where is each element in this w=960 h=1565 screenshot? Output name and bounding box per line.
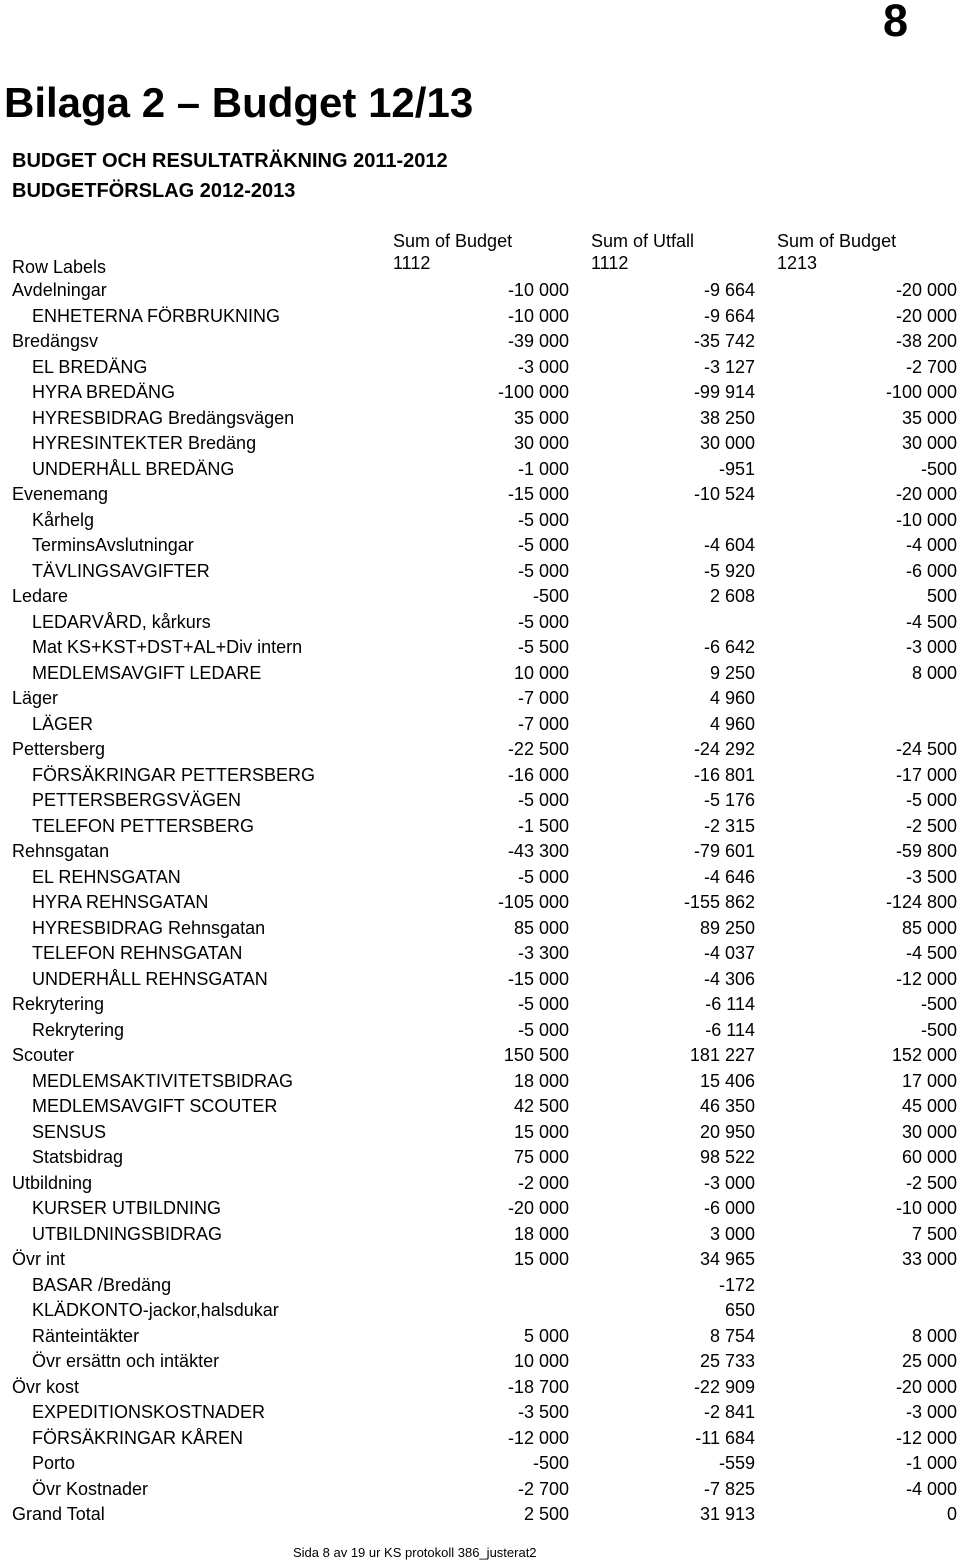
cell-budget-1213: -3 000 xyxy=(905,1402,957,1422)
cell-utfall-1112: 9 250 xyxy=(709,662,755,683)
table-row-item xyxy=(0,304,960,330)
cell-utfall-1112: -4 306 xyxy=(703,968,755,989)
cell-utfall-1112: -99 914 xyxy=(693,382,755,402)
cell-budget-1213: 45 000 xyxy=(901,1096,957,1116)
row-label: TELEFON REHNSGATAN xyxy=(32,943,243,963)
cell-budget-1112: 85 000 xyxy=(513,917,569,938)
column-header-utfall-1112 xyxy=(591,230,694,274)
cell-utfall-1112: -3 000 xyxy=(703,1172,755,1193)
cell-budget-1213: -12 000 xyxy=(895,1427,957,1448)
cell-budget-1213: -38 200 xyxy=(895,331,957,351)
row-label: TÄVLINGSAVGIFTER xyxy=(32,560,210,581)
column-header-line: 1112 xyxy=(591,253,629,273)
row-label: EL BREDÄNG xyxy=(32,356,148,377)
cell-budget-1112: 5 000 xyxy=(523,1325,569,1346)
cell-utfall-1112: -7 825 xyxy=(703,1478,755,1499)
cell-utfall-1112: -5 920 xyxy=(703,560,755,581)
cell-utfall-1112: 181 227 xyxy=(689,1045,755,1065)
row-label: KURSER UTBILDNING xyxy=(32,1198,222,1218)
cell-budget-1112: -15 000 xyxy=(507,968,569,989)
column-header-budget-1213 xyxy=(777,230,896,274)
cell-budget-1213: 85 000 xyxy=(901,917,957,938)
cell-utfall-1112: 46 350 xyxy=(699,1096,755,1116)
cell-budget-1112: 42 500 xyxy=(513,1096,569,1116)
cell-utfall-1112: -4 037 xyxy=(703,943,755,963)
cell-budget-1213: -1 000 xyxy=(905,1453,957,1473)
table-row-item xyxy=(0,1477,960,1503)
cell-budget-1213: -500 xyxy=(920,1019,957,1040)
table-row-item xyxy=(0,1349,960,1375)
row-label: Evenemang xyxy=(12,484,109,504)
cell-budget-1213: 7 500 xyxy=(911,1223,957,1244)
row-label: PETTERSBERGSVÄGEN xyxy=(32,790,242,810)
cell-budget-1112: -5 500 xyxy=(517,637,569,657)
cell-budget-1112: -5 000 xyxy=(517,866,569,887)
cell-budget-1112: 18 000 xyxy=(513,1070,569,1091)
cell-budget-1213: 60 000 xyxy=(901,1147,957,1167)
table-row-group xyxy=(0,278,960,304)
cell-utfall-1112: -9 664 xyxy=(703,305,755,326)
row-label: Kårhelg xyxy=(32,509,95,530)
table-row-group xyxy=(0,839,960,865)
row-label: Statsbidrag xyxy=(32,1147,124,1167)
cell-budget-1112: -43 300 xyxy=(507,841,569,861)
cell-utfall-1112: -3 127 xyxy=(703,356,755,377)
cell-utfall-1112: -9 664 xyxy=(703,280,755,300)
cell-budget-1112: -7 000 xyxy=(517,688,569,708)
table-row-item xyxy=(0,1273,960,1299)
table-row-item xyxy=(0,814,960,840)
cell-budget-1112: -39 000 xyxy=(507,331,569,351)
table-row-item xyxy=(0,1018,960,1044)
cell-utfall-1112: 650 xyxy=(724,1300,755,1320)
column-header-budget-1112 xyxy=(393,230,512,274)
cell-budget-1112: -3 300 xyxy=(517,943,569,963)
row-label: LEDARVÅRD, kårkurs xyxy=(32,611,211,632)
cell-utfall-1112: -24 292 xyxy=(693,739,755,759)
cell-utfall-1112: -6 114 xyxy=(705,994,755,1014)
cell-budget-1213: 17 000 xyxy=(901,1070,957,1091)
row-label: Övr kost xyxy=(12,1376,80,1397)
page-footer: Sida 8 av 19 ur KS protokoll 386_justerat2 xyxy=(293,1545,537,1560)
cell-budget-1213: -12 000 xyxy=(895,968,957,989)
cell-budget-1112: -500 xyxy=(532,1453,569,1473)
cell-budget-1213: 152 000 xyxy=(891,1045,957,1065)
cell-utfall-1112: -4 646 xyxy=(703,866,755,887)
row-label: UNDERHÅLL REHNSGATAN xyxy=(32,968,268,989)
cell-budget-1112: -22 500 xyxy=(507,739,569,759)
cell-budget-1213: -2 500 xyxy=(905,815,957,836)
cell-budget-1213: -10 000 xyxy=(895,509,957,530)
cell-utfall-1112: 15 406 xyxy=(699,1070,755,1091)
table-row-item xyxy=(0,788,960,814)
table-row-item xyxy=(0,431,960,457)
cell-budget-1213: -20 000 xyxy=(895,305,957,326)
cell-budget-1213: 30 000 xyxy=(901,1121,957,1142)
row-label: Ledare xyxy=(12,586,69,606)
column-header-line: Sum of Budget xyxy=(393,231,513,251)
row-label: Grand Total xyxy=(12,1504,105,1524)
cell-budget-1112: 10 000 xyxy=(513,1351,569,1371)
cell-utfall-1112: -11 684 xyxy=(695,1427,755,1448)
table-row-item xyxy=(0,1298,960,1324)
cell-budget-1213: 25 000 xyxy=(901,1351,957,1371)
cell-budget-1213: -4 500 xyxy=(905,943,957,963)
table-row-item xyxy=(0,941,960,967)
table-row-group xyxy=(0,686,960,712)
cell-budget-1213: -500 xyxy=(920,994,957,1014)
cell-utfall-1112: -16 801 xyxy=(693,764,755,785)
row-label: MEDLEMSAVGIFT LEDARE xyxy=(32,662,262,683)
cell-budget-1112: 150 500 xyxy=(503,1045,569,1065)
row-label: LÄGER xyxy=(32,713,94,734)
table-row-item xyxy=(0,635,960,661)
cell-utfall-1112: -2 315 xyxy=(703,815,755,836)
subtitle-budget-proposal: BUDGETFÖRSLAG 2012-2013 xyxy=(12,180,296,202)
table-row-item xyxy=(0,1400,960,1426)
cell-budget-1112: -5 000 xyxy=(517,560,569,581)
table-row-group xyxy=(0,329,960,355)
page-title: Bilaga 2 – Budget 12/13 xyxy=(4,79,474,126)
row-label: KLÄDKONTO-jackor,halsdukar xyxy=(32,1300,279,1320)
cell-budget-1112: 2 500 xyxy=(523,1504,569,1524)
table-row-group xyxy=(0,1043,960,1069)
cell-utfall-1112: -5 176 xyxy=(703,790,755,810)
row-label: TerminsAvslutningar xyxy=(32,535,194,555)
cell-budget-1112: -10 000 xyxy=(507,280,569,300)
row-label: Mat KS+KST+DST+AL+Div intern xyxy=(32,637,303,657)
table-row-item xyxy=(0,1196,960,1222)
cell-budget-1112: 35 000 xyxy=(513,407,569,428)
row-label: BASAR /Bredäng xyxy=(32,1274,172,1295)
table-row-item xyxy=(0,1145,960,1171)
cell-budget-1213: -100 000 xyxy=(885,382,957,402)
table-row-item xyxy=(0,763,960,789)
row-label: Pettersberg xyxy=(12,739,106,759)
cell-utfall-1112: -6 114 xyxy=(705,1019,755,1040)
table-row-group xyxy=(0,1375,960,1401)
cell-utfall-1112: -2 841 xyxy=(703,1402,755,1422)
cell-utfall-1112: -6 642 xyxy=(703,637,755,657)
table-row-group xyxy=(0,482,960,508)
column-header-line: 1112 xyxy=(393,253,431,273)
table-row-item xyxy=(0,1120,960,1146)
cell-budget-1112: -12 000 xyxy=(507,1427,569,1448)
cell-budget-1112: 10 000 xyxy=(513,662,569,683)
column-header-line: Sum of Budget xyxy=(777,231,897,251)
cell-budget-1213: -3 000 xyxy=(905,637,957,657)
row-labels-header: Row Labels xyxy=(12,257,107,277)
cell-utfall-1112: 25 733 xyxy=(699,1351,755,1371)
cell-utfall-1112: 38 250 xyxy=(699,407,755,428)
table-row-group xyxy=(0,584,960,610)
row-label: HYRA REHNSGATAN xyxy=(32,892,209,912)
cell-budget-1112: -105 000 xyxy=(497,892,569,912)
cell-utfall-1112: 3 000 xyxy=(709,1223,755,1244)
row-label: SENSUS xyxy=(32,1121,107,1142)
table-row-item xyxy=(0,890,960,916)
row-label: Bredängsv xyxy=(12,331,99,351)
row-label: Övr int xyxy=(12,1249,66,1269)
cell-utfall-1112: 4 960 xyxy=(709,688,755,708)
table-row-group xyxy=(0,1247,960,1273)
row-label: HYRESINTEKTER Bredäng xyxy=(32,433,257,453)
row-label: Läger xyxy=(12,688,59,708)
row-label: Rehnsgatan xyxy=(12,841,110,861)
cell-utfall-1112: -559 xyxy=(718,1453,755,1473)
cell-budget-1213: -3 500 xyxy=(905,866,957,887)
row-label: UNDERHÅLL BREDÄNG xyxy=(32,458,235,479)
cell-budget-1213: -2 700 xyxy=(905,356,957,377)
cell-budget-1112: -16 000 xyxy=(507,764,569,785)
table-row-group xyxy=(0,737,960,763)
table-row-item xyxy=(0,1094,960,1120)
row-label: HYRA BREDÄNG xyxy=(32,382,176,402)
cell-budget-1112: 15 000 xyxy=(513,1249,569,1269)
cell-budget-1213: 0 xyxy=(946,1504,957,1524)
row-label: MEDLEMSAVGIFT SCOUTER xyxy=(32,1096,278,1116)
row-label: Rekrytering xyxy=(12,994,105,1014)
row-label: Scouter xyxy=(12,1045,75,1065)
row-label: Övr Kostnader xyxy=(32,1478,149,1499)
row-label: EL REHNSGATAN xyxy=(32,866,181,887)
cell-utfall-1112: 8 754 xyxy=(709,1325,755,1346)
table-row-item xyxy=(0,712,960,738)
cell-budget-1112: -5 000 xyxy=(517,1019,569,1040)
cell-budget-1213: -4 000 xyxy=(905,1478,957,1499)
cell-budget-1112: -5 000 xyxy=(517,535,569,555)
row-label: UTBILDNINGSBIDRAG xyxy=(32,1223,223,1244)
table-row-item xyxy=(0,1451,960,1477)
cell-utfall-1112: 20 950 xyxy=(699,1121,755,1142)
column-header-line: Sum of Utfall xyxy=(591,231,695,251)
cell-utfall-1112: -951 xyxy=(718,458,755,479)
table-row-item xyxy=(0,1426,960,1452)
table-header xyxy=(0,230,960,276)
cell-budget-1213: -59 800 xyxy=(895,841,957,861)
cell-utfall-1112: 89 250 xyxy=(699,917,755,938)
table-row-item xyxy=(0,355,960,381)
cell-budget-1112: -1 000 xyxy=(517,458,569,479)
cell-budget-1213: -5 000 xyxy=(905,790,957,810)
cell-budget-1112: -10 000 xyxy=(507,305,569,326)
cell-budget-1112: -5 000 xyxy=(517,994,569,1014)
column-header-line: 1213 xyxy=(777,253,818,273)
row-label: ENHETERNA FÖRBRUKNING xyxy=(32,305,281,326)
table-row-item xyxy=(0,865,960,891)
cell-budget-1213: 8 000 xyxy=(911,662,957,683)
cell-budget-1112: -15 000 xyxy=(507,484,569,504)
cell-budget-1213: 35 000 xyxy=(901,407,957,428)
cell-budget-1213: 30 000 xyxy=(901,433,957,453)
cell-budget-1213: 33 000 xyxy=(901,1249,957,1269)
cell-budget-1112: -100 000 xyxy=(497,382,569,402)
cell-utfall-1112: 30 000 xyxy=(699,433,755,453)
cell-budget-1213: -124 800 xyxy=(885,892,957,912)
cell-budget-1112: -3 000 xyxy=(517,356,569,377)
table-row-item xyxy=(0,661,960,687)
row-label: Ränteintäkter xyxy=(32,1325,140,1346)
cell-utfall-1112: 31 913 xyxy=(699,1504,755,1524)
cell-utfall-1112: -4 604 xyxy=(703,535,755,555)
row-label: MEDLEMSAKTIVITETSBIDRAG xyxy=(32,1070,294,1091)
table-row-item xyxy=(0,533,960,559)
row-label: HYRESBIDRAG Rehnsgatan xyxy=(32,917,266,938)
budget-table xyxy=(0,230,960,1524)
row-label: Porto xyxy=(32,1453,76,1473)
cell-budget-1112: 75 000 xyxy=(513,1147,569,1167)
page-number: 8 xyxy=(882,0,908,46)
row-label: FÖRSÄKRINGAR KÅREN xyxy=(32,1427,244,1448)
row-label: Utbildning xyxy=(12,1172,93,1193)
table-row-group xyxy=(0,1171,960,1197)
table-row-item xyxy=(0,916,960,942)
table-row-item xyxy=(0,559,960,585)
cell-budget-1112: -18 700 xyxy=(507,1376,569,1397)
table-row-item xyxy=(0,610,960,636)
row-label: FÖRSÄKRINGAR PETTERSBERG xyxy=(32,764,316,785)
cell-budget-1213: -20 000 xyxy=(895,1376,957,1397)
row-label: HYRESBIDRAG Bredängsvägen xyxy=(32,407,295,428)
cell-utfall-1112: -172 xyxy=(718,1274,755,1295)
cell-budget-1213: -20 000 xyxy=(895,484,957,504)
cell-utfall-1112: -6 000 xyxy=(703,1198,755,1218)
cell-budget-1213: 8 000 xyxy=(911,1325,957,1346)
cell-budget-1112: 18 000 xyxy=(513,1223,569,1244)
cell-utfall-1112: -22 909 xyxy=(693,1376,755,1397)
cell-utfall-1112: 34 965 xyxy=(699,1249,755,1269)
cell-budget-1213: -24 500 xyxy=(895,739,957,759)
row-label: Övr ersättn och intäkter xyxy=(32,1351,220,1371)
cell-budget-1112: -1 500 xyxy=(517,815,569,836)
row-label: EXPEDITIONSKOSTNADER xyxy=(32,1402,266,1422)
cell-budget-1112: -5 000 xyxy=(517,790,569,810)
cell-budget-1112: -2 700 xyxy=(517,1478,569,1499)
cell-budget-1213: -10 000 xyxy=(895,1198,957,1218)
cell-utfall-1112: -10 524 xyxy=(693,484,755,504)
subtitle-budget-result: BUDGET OCH RESULTATRÄKNING 2011-2012 xyxy=(12,150,448,172)
cell-budget-1112: -5 000 xyxy=(517,611,569,632)
cell-budget-1112: -20 000 xyxy=(507,1198,569,1218)
cell-budget-1213: -4 000 xyxy=(905,535,957,555)
cell-budget-1112: -5 000 xyxy=(517,509,569,530)
cell-utfall-1112: 4 960 xyxy=(709,713,755,734)
cell-budget-1112: 30 000 xyxy=(513,433,569,453)
table-row-group xyxy=(0,992,960,1018)
cell-utfall-1112: -79 601 xyxy=(693,841,755,861)
cell-budget-1112: -2 000 xyxy=(517,1172,569,1193)
cell-budget-1112: 15 000 xyxy=(513,1121,569,1142)
row-label: Avdelningar xyxy=(12,280,107,300)
cell-budget-1112: -3 500 xyxy=(517,1402,569,1422)
cell-budget-1213: -6 000 xyxy=(905,560,957,581)
cell-budget-1112: -7 000 xyxy=(517,713,569,734)
table-row-item xyxy=(0,457,960,483)
table-body xyxy=(0,278,960,1528)
cell-budget-1213: 500 xyxy=(926,586,957,606)
cell-budget-1213: -17 000 xyxy=(895,764,957,785)
table-row-item xyxy=(0,1222,960,1248)
row-label: Rekrytering xyxy=(32,1019,125,1040)
row-label: TELEFON PETTERSBERG xyxy=(32,815,255,836)
table-row-item xyxy=(0,380,960,406)
table-row-item xyxy=(0,508,960,534)
cell-budget-1213: -2 500 xyxy=(905,1172,957,1193)
cell-budget-1213: -20 000 xyxy=(895,280,957,300)
cell-budget-1213: -4 500 xyxy=(905,611,957,632)
table-row-item xyxy=(0,967,960,993)
table-row-item xyxy=(0,406,960,432)
table-row-item xyxy=(0,1069,960,1095)
cell-utfall-1112: 2 608 xyxy=(709,586,755,606)
table-row-group xyxy=(0,1502,960,1528)
cell-budget-1112: -500 xyxy=(532,586,569,606)
cell-utfall-1112: 98 522 xyxy=(699,1147,755,1167)
cell-utfall-1112: -35 742 xyxy=(693,331,755,351)
cell-budget-1213: -500 xyxy=(920,458,957,479)
table-row-item xyxy=(0,1324,960,1350)
cell-utfall-1112: -155 862 xyxy=(683,892,755,912)
